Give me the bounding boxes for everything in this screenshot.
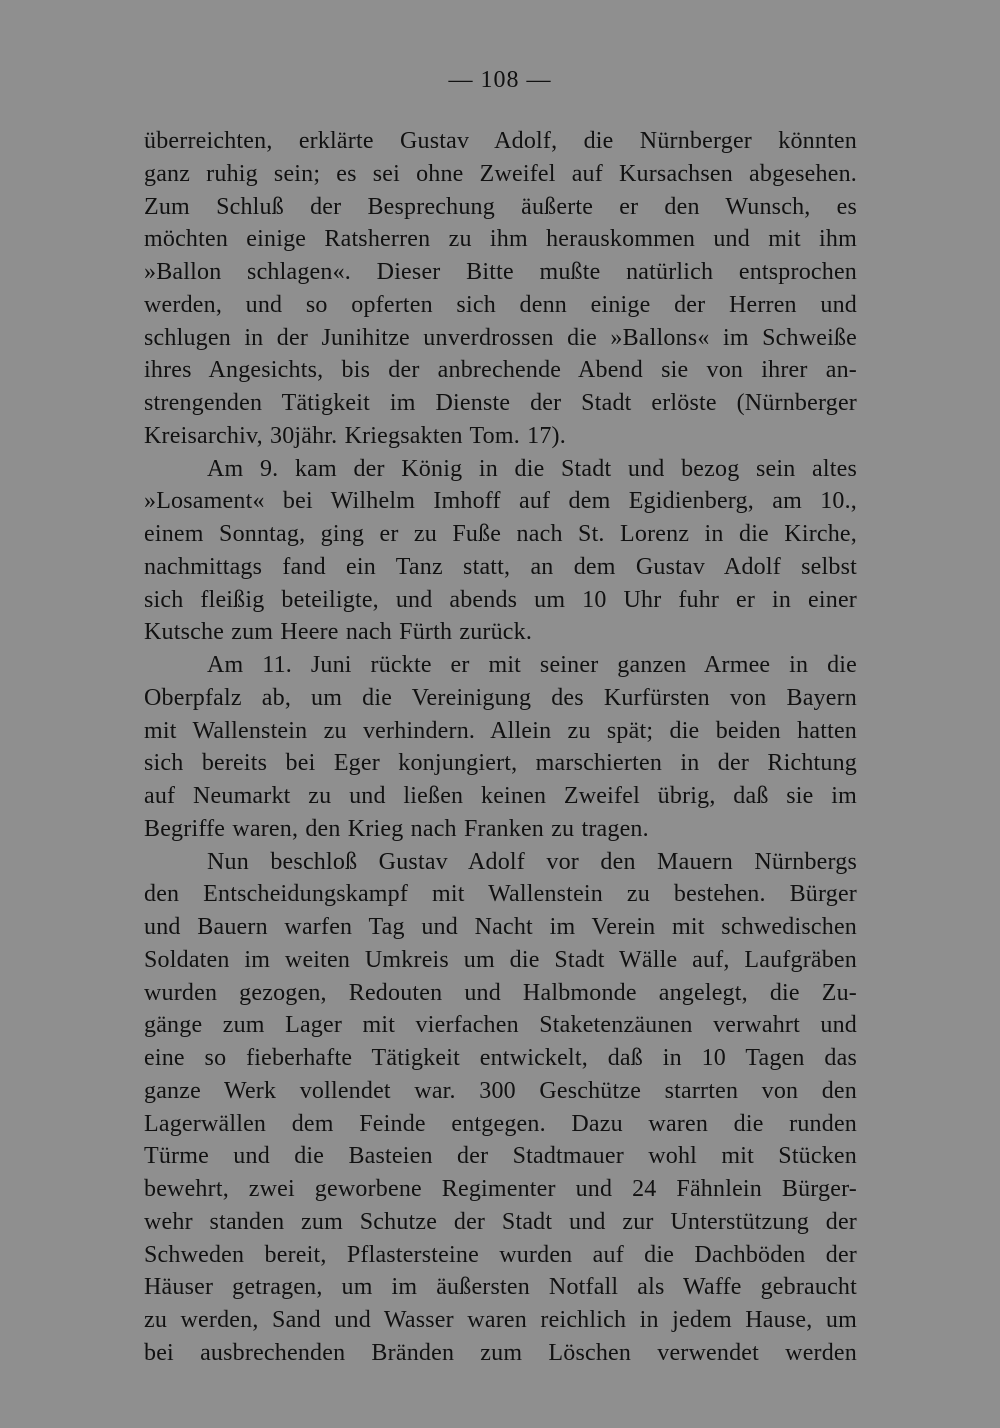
text-line: gänge zum Lager mit vierfachen Staketenzäunen verwahrt und bbox=[144, 1012, 857, 1039]
text-line: ganz ruhig sein; es sei ohne Zweifel auf Kursachsen abgesehen. bbox=[144, 160, 857, 187]
text-line: überreichten, erklärte Gustav Adolf, die Nürnberger könnten bbox=[144, 128, 857, 154]
text-line: sich fleißig beteiligte, und abends um 10 Uhr fuhr er in einer bbox=[144, 586, 857, 613]
text-line: bei ausbrechenden Bränden zum Löschen verwendet werden bbox=[144, 1339, 857, 1366]
text-line: Kreisarchiv, 30jähr. Kriegsakten Tom. 17). bbox=[144, 422, 566, 449]
text-line: auf Neumarkt zu und ließen keinen Zweifel übrig, daß sie im bbox=[144, 783, 857, 809]
text-line: Am 9. kam der König in die Stadt und bezog sein altes bbox=[207, 455, 857, 482]
text-line: werden, und so opferten sich denn einige der Herren und bbox=[144, 291, 857, 318]
page-number: — 108 — bbox=[448, 67, 552, 93]
text-line: wurden gezogen, Redouten und Halbmonde angelegt, die Zu- bbox=[144, 979, 857, 1006]
text-line: einem Sonntag, ging er zu Fuße nach St. Lorenz in die Kirche, bbox=[144, 521, 857, 547]
text-line: eine so fieberhafte Tätigkeit entwickelt, daß in 10 Tagen das bbox=[144, 1045, 857, 1071]
text-line: sich bereits bei Eger konjungiert, marschierten in der Richtung bbox=[144, 750, 857, 777]
text-line: mit Wallenstein zu verhindern. Allein zu spät; die beiden hatten bbox=[144, 717, 857, 744]
text-line: nachmittags fand ein Tanz statt, an dem Gustav Adolf selbst bbox=[144, 553, 857, 580]
text-line: Oberpfalz ab, um die Vereinigung des Kurfürsten von Bayern bbox=[144, 684, 857, 711]
text-line: Begriffe waren, den Krieg nach Franken zu tragen. bbox=[144, 815, 649, 842]
text-line: Soldaten im weiten Umkreis um die Stadt Wälle auf, Laufgräben bbox=[144, 946, 857, 973]
text-line: zu werden, Sand und Wasser waren reichlich in jedem Hause, um bbox=[144, 1307, 857, 1333]
text-line: Lagerwällen dem Feinde entgegen. Dazu waren die runden bbox=[144, 1110, 857, 1137]
text-line: Kutsche zum Heere nach Fürth zurück. bbox=[144, 619, 533, 646]
text-line: Am 11. Juni rückte er mit seiner ganzen Armee in die bbox=[207, 652, 857, 678]
body-text bbox=[144, 125, 857, 1370]
text-line: strengenden Tätigkeit im Dienste der Stadt erlöste (Nürnberger bbox=[144, 390, 857, 416]
text-line: schlugen in der Junihitze unverdrossen die »Ballons« im Schweiße bbox=[144, 324, 857, 351]
text-line: und Bauern warfen Tag und Nacht im Verein mit schwedischen bbox=[144, 914, 857, 940]
text-line: Zum Schluß der Besprechung äußerte er den Wunsch, es bbox=[144, 193, 857, 220]
text-line: ihres Angesichts, bis der anbrechende Abend sie von ihrer an- bbox=[144, 357, 857, 384]
text-line: ganze Werk vollendet war. 300 Geschütze starrten von den bbox=[144, 1077, 857, 1104]
text-line: den Entscheidungskampf mit Wallenstein zu bestehen. Bürger bbox=[144, 881, 857, 908]
text-line: Türme und die Basteien der Stadtmauer wohl mit Stücken bbox=[144, 1143, 857, 1170]
text-line: Nun beschloß Gustav Adolf vor den Mauern Nürnbergs bbox=[207, 848, 857, 875]
text-line: »Ballon schlagen«. Dieser Bitte mußte natürlich entsprochen bbox=[144, 259, 857, 285]
text-line: Schweden bereit, Pflastersteine wurden auf die Dachböden der bbox=[144, 1241, 857, 1268]
text-line: »Losament« bei Wilhelm Imhoff auf dem Egidienberg, am 10., bbox=[144, 488, 857, 515]
text-line: möchten einige Ratsherren zu ihm herauskommen und mit ihm bbox=[144, 226, 857, 253]
text-line: Häuser getragen, um im äußersten Notfall als Waffe gebraucht bbox=[144, 1274, 857, 1301]
text-line: bewehrt, zwei geworbene Regimenter und 24 Fähnlein Bürger- bbox=[144, 1176, 857, 1202]
text-line: wehr standen zum Schutze der Stadt und zur Unterstützung der bbox=[144, 1208, 857, 1235]
